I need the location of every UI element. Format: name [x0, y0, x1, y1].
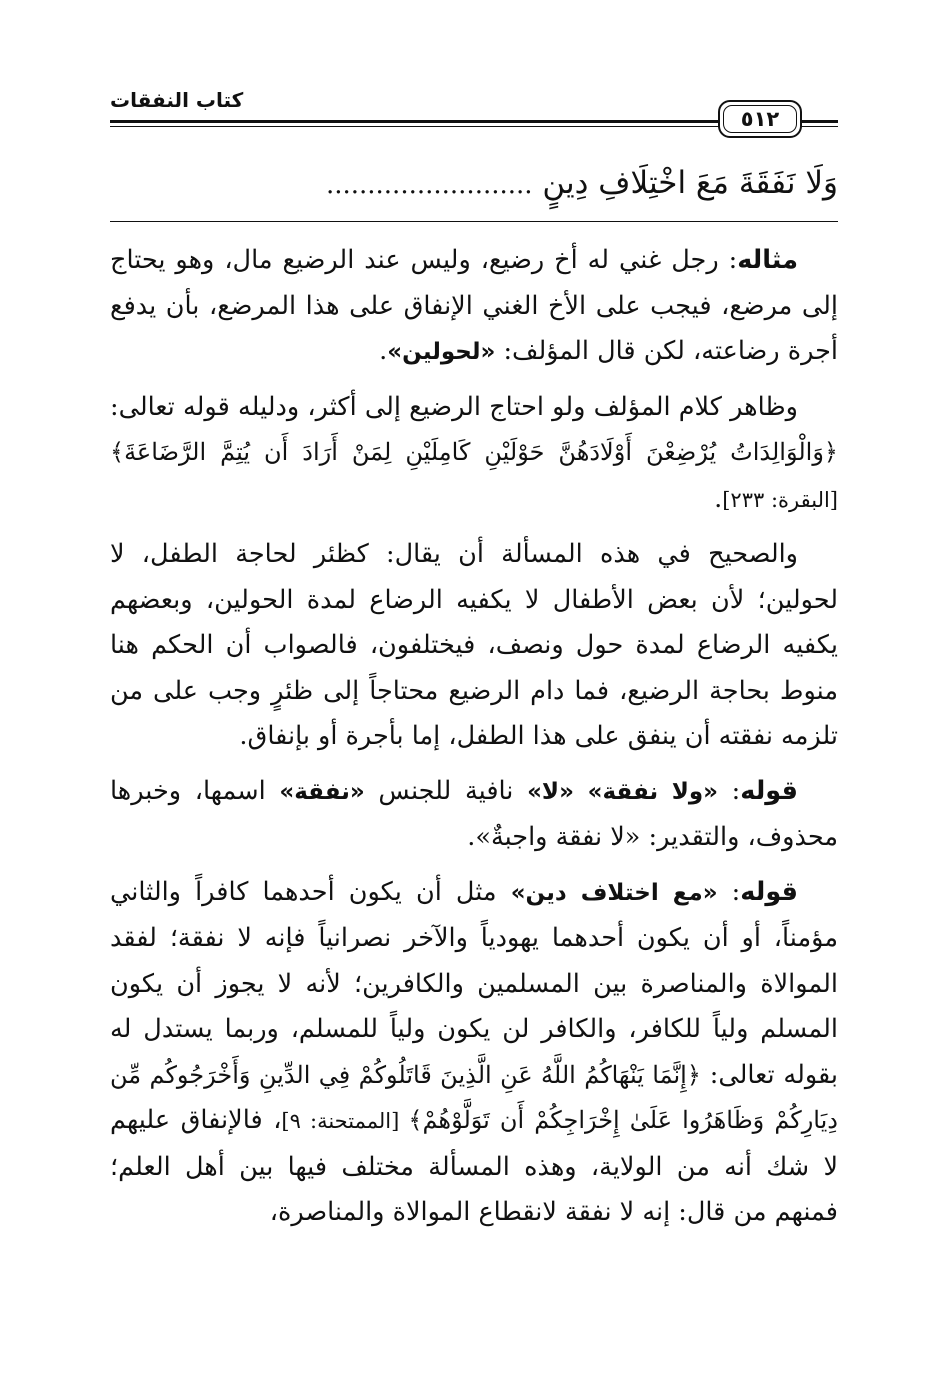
paragraph-text: مثل أن يكون أحدهما كافراً والثاني مؤمناً، أو أن يكون أحدهما يهودياً والآخر نصرانياً فإنه لا نفقة؛ لفقد الموالاة والمناصرة بين المسلمين والكافرين؛ لأنه لا يجوز أن يكون المسلم ولياً للكافر، والكافر لن يكون ولياً للمسلم، وربما يستدل له بقوله تعالى:: [110, 876, 839, 1090]
page-number: ٥١٢: [740, 107, 780, 131]
paragraph-example: [110, 238, 838, 376]
quoted-term: «ولا نفقة»: [587, 778, 718, 805]
paragraph-text: .: [379, 336, 388, 366]
quoted-term: «لا»: [527, 778, 574, 805]
paragraph-text: [574, 776, 588, 806]
paragraph-text: اسمها، وخبرها محذوف، والتقدير: «لا نفقة واجبةٌ».: [110, 775, 838, 852]
quoted-term: «مع اختلاف دين»: [510, 879, 718, 906]
page-header: [110, 82, 838, 142]
paragraph-text: وظاهر كلام المؤلف ولو احتاج الرضيع إلى أكثر، ودليله قوله تعالى:: [110, 391, 798, 422]
paragraph-text: نافية للجنس: [364, 775, 528, 806]
paragraph-text: والصحيح في هذه المسألة أن يقال: كظئر لحاجة الطفل، لا لحولين؛ لأن بعض الأطفال لا يكفيه الرضاع لمدة الحولين، وبعضهم يكفيه الرضاع لمدة حول ونصف، فيختلفون، فالصواب أن الحكم هنا منوط بحاجة الرضيع، فما دام الرضيع محتاجاً إلى ظئرٍ وجب على من تلزمه نفقته أن ينفق على هذا الطفل، إما بأجرة أو بإنفاق.: [110, 539, 838, 751]
quran-verse: ﴿وَالْوَالِدَاتُ يُرْضِعْنَ أَوْلَادَهُنَّ حَوْلَيْنِ كَامِلَيْنِ لِمَنْ أَرَادَ أَن يُتِمَّ الرَّضَاعَةَ﴾: [110, 438, 838, 466]
paragraph-text: :: [717, 876, 741, 907]
paragraph-religion-difference: [110, 870, 838, 1236]
quoted-term: «نفقة»: [279, 778, 365, 805]
paragraph-evidence: [110, 385, 838, 524]
verse-reference: [البقرة: ٢٣٣]: [722, 487, 838, 512]
paragraph-label: قوله: [740, 876, 799, 907]
paragraph-correct-view: [110, 532, 838, 760]
matn-text: وَلَا نَفَقَةَ مَعَ اخْتِلَافِ دِينٍ: [542, 165, 838, 201]
book-title: كتاب النفقات: [110, 88, 306, 112]
matn-separator: [110, 221, 838, 222]
paragraph-label: قوله: [740, 775, 798, 806]
paragraph-text: :: [718, 775, 741, 806]
paragraph-text: ، فالإنفاق عليهم لا شك أنه من الولاية، وهذه المسألة مختلف فيها بين أهل العلم؛ فمنهم من قال: إنه لا نفقة لانقطاع الموالاة والمناصرة،: [110, 1105, 838, 1227]
matn-dots: .........................: [325, 170, 533, 200]
commentary-body: [110, 238, 838, 1245]
quran-verse: ﴿إِنَّمَا يَنْهَاكُمُ اللَّهُ عَنِ الَّذِينَ قَاتَلُوكُمْ فِي الدِّينِ وَأَخْرَجُوكُم مِّن دِيَارِكُمْ وَظَاهَرُوا عَلَىٰ إِخْرَاجِكُمْ أَن تَوَلَّوْهُمْ﴾: [110, 1060, 838, 1134]
paragraph-text: .: [714, 483, 723, 514]
paragraph-label: مثاله: [737, 245, 798, 275]
verse-reference: [الممتحنة: ٩]: [281, 1109, 409, 1133]
matn-line: [110, 158, 838, 208]
page-number-frame: [718, 100, 802, 138]
quoted-term: «لحولين»: [387, 339, 496, 365]
paragraph-grammar: [110, 769, 838, 861]
paragraph-text: : رجل غني له أخ رضيع، وليس عند الرضيع مال، وهو يحتاج إلى مرضع، فيجب على الأخ الغني الإنفاق على هذا المرضع، بأن يدفع أجرة رضاعته، لكن قال المؤلف:: [110, 245, 838, 366]
